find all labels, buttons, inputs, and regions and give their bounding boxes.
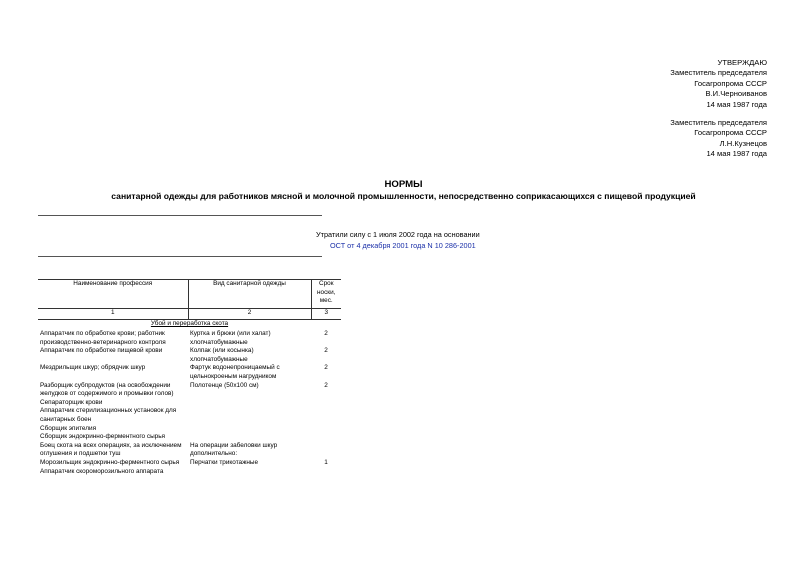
- column-header: Срок носки, мес.: [311, 280, 341, 309]
- term-cell: [311, 468, 341, 477]
- divider: [38, 215, 322, 216]
- table-row: [38, 407, 341, 424]
- column-number-row: [38, 309, 341, 320]
- table-row: [38, 459, 341, 468]
- term-cell: 2: [324, 347, 328, 355]
- profession-cell: Аппаратчик скороморозильного аппарата: [40, 467, 164, 475]
- table-row: [38, 347, 341, 364]
- column-number: 2: [188, 309, 311, 320]
- approval-line: Л.Н.Кузнецов: [719, 138, 767, 148]
- term-cell: [311, 407, 341, 424]
- column-header: Вид санитарной одежды: [188, 280, 311, 309]
- profession-cell: Сборщик эндокринно-ферментного сырья: [40, 433, 166, 441]
- ost-link[interactable]: ОСТ от 4 декабря 2001 года N 10 286-2001: [330, 241, 476, 250]
- approval-line: УТВЕРЖДАЮ: [717, 58, 767, 67]
- clothing-cell: [188, 399, 311, 408]
- column-header: Наименование профессия: [38, 280, 188, 309]
- section-heading-row: [38, 320, 341, 331]
- profession-cell: Аппаратчик по обработке крови; работник производственно-ветеринарного контроля: [40, 330, 166, 346]
- table-header-row: [38, 280, 341, 309]
- clothing-cell: Колпак (или косынка) хлопчатобумажные: [190, 347, 254, 363]
- approval-line: Госагропрома СССР: [694, 128, 767, 138]
- term-cell: [311, 425, 341, 434]
- clothing-cell: [188, 425, 311, 434]
- table-row: [38, 382, 341, 399]
- profession-cell: Разборщик субпродуктов (на освобождении желудков от содержимого и промывки голов): [40, 381, 174, 398]
- approval-line: В.И.Черноиванов: [705, 89, 767, 99]
- table-row: [38, 399, 341, 408]
- profession-cell: Аппаратчик по обработке пищевой крови: [40, 347, 163, 355]
- status-note: [316, 229, 480, 251]
- approval-line: 14 мая 1987 года: [706, 99, 767, 109]
- divider: [38, 256, 322, 257]
- profession-cell: Боец скота на всех операциях, за исключением оглушения и подшетки туш: [40, 441, 182, 458]
- status-note-text: Утратили силу с 1 июля 2002 года на основании: [316, 230, 480, 239]
- profession-cell: Сборщик эпителия: [40, 424, 97, 432]
- norms-table: [38, 279, 341, 476]
- term-cell: 2: [324, 330, 328, 337]
- clothing-cell: [188, 433, 311, 442]
- document-title: НОРМЫ: [384, 179, 423, 190]
- term-cell: [311, 399, 341, 408]
- table-row: [38, 442, 341, 459]
- table-row: [38, 433, 341, 442]
- table-row: [38, 364, 341, 381]
- approval-line: Заместитель председателя: [670, 118, 767, 127]
- clothing-cell: Полотенце (50х100 см): [190, 381, 259, 389]
- clothing-cell: Перчатки трикотажные: [190, 458, 259, 466]
- term-cell: 1: [324, 458, 328, 466]
- approval-block-2: [670, 118, 767, 160]
- table-row: [38, 425, 341, 434]
- column-number: 3: [311, 309, 341, 320]
- term-cell: [311, 442, 341, 459]
- profession-cell: Морозильщик эндокринно-ферментного сырья: [40, 458, 180, 466]
- approval-line: Госагропрома СССР: [694, 78, 767, 88]
- term-cell: 2: [324, 364, 328, 372]
- document-subtitle: санитарной одежды для работников мясной и молочной промышленности, непосредственно соприкасающихся с пищевой продукцией: [111, 191, 696, 201]
- table-row: [38, 330, 341, 347]
- column-number: 1: [38, 309, 188, 320]
- clothing-cell: На операции забеловки шкур дополнительно:: [190, 441, 278, 458]
- clothing-cell: Фартук водонепроницаемый с цельнокроеным нагрудником: [190, 364, 280, 380]
- table-row: [38, 468, 341, 477]
- approval-line: Заместитель председателя: [670, 68, 767, 78]
- clothing-cell: Куртка и брюки (или халат) хлопчатобумажные: [190, 330, 271, 346]
- term-cell: [311, 433, 341, 442]
- profession-cell: Мездрильщик шкур; обрядчик шкур: [40, 364, 146, 372]
- approval-block-1: [670, 58, 767, 110]
- term-cell: 2: [324, 381, 328, 389]
- approval-line: 14 мая 1987 года: [706, 149, 767, 159]
- profession-cell: Аппаратчик стерилизационных установок для санитарных боен: [40, 407, 177, 423]
- clothing-cell: [188, 468, 311, 477]
- clothing-cell: [188, 407, 311, 424]
- profession-cell: Сепараторщик крови: [40, 398, 103, 406]
- section-heading: Убой и переработка скота: [150, 320, 229, 327]
